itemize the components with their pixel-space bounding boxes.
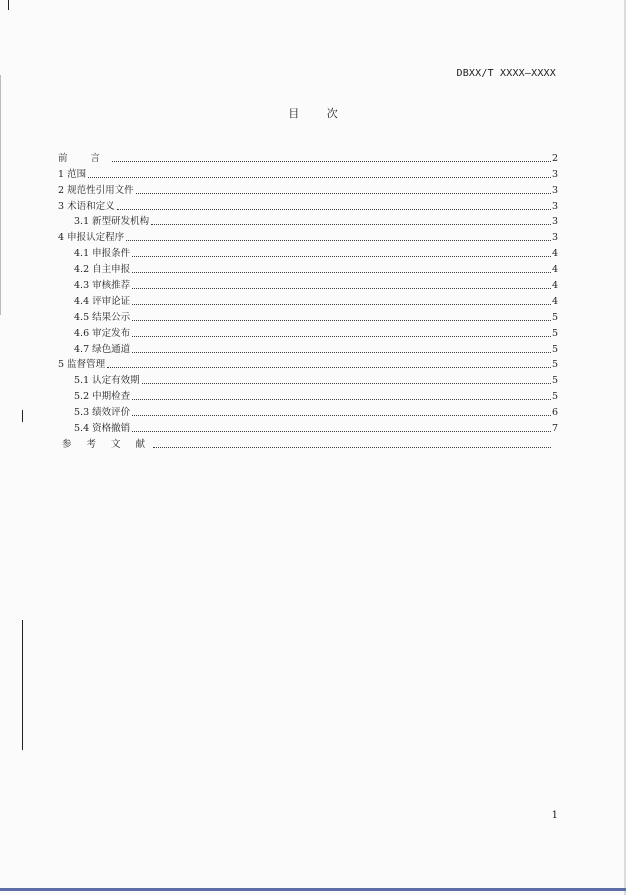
toc-entry-page: 4 bbox=[551, 280, 558, 292]
toc-entry[interactable] bbox=[58, 227, 558, 243]
toc-entry-label: 参 考 文 献 bbox=[62, 438, 152, 450]
toc-entry[interactable] bbox=[58, 180, 558, 196]
leader-dots bbox=[107, 366, 551, 368]
toc-entry[interactable] bbox=[58, 243, 558, 259]
leader-dots bbox=[132, 398, 551, 400]
toc-entry-label: 4.7 绿色通道 bbox=[74, 343, 131, 355]
toc-entry-label: 5 监督管理 bbox=[58, 359, 106, 371]
toc-entry-page: 3 bbox=[551, 232, 558, 244]
toc-entry-page: 4 bbox=[551, 295, 558, 307]
toc-entry-label: 4.4 评审论证 bbox=[74, 295, 131, 307]
toc-entry-label: 3 术语和定义 bbox=[58, 200, 115, 212]
leader-dots bbox=[132, 414, 551, 416]
toc-entry-page: 3 bbox=[551, 200, 558, 212]
toc-entry[interactable] bbox=[58, 386, 558, 402]
toc-entry-label: 5.2 中期检查 bbox=[74, 391, 131, 403]
leader-dots bbox=[151, 223, 551, 225]
toc-entry[interactable] bbox=[58, 323, 558, 339]
toc-entry[interactable] bbox=[58, 259, 558, 275]
leader-dots bbox=[132, 319, 551, 321]
toc-entry-page: 6 bbox=[551, 407, 558, 419]
toc-entry[interactable] bbox=[58, 291, 558, 307]
scan-artifact bbox=[22, 620, 23, 750]
toc-entry[interactable] bbox=[58, 402, 558, 418]
toc-entry[interactable] bbox=[58, 212, 558, 228]
leader-dots bbox=[136, 192, 551, 194]
toc-entry-page: 4 bbox=[551, 264, 558, 276]
toc-entry-label: 4 申报认定程序 bbox=[58, 232, 125, 244]
toc-entry-label: 4.6 审定发布 bbox=[74, 327, 131, 339]
toc-title: 目 次 bbox=[288, 107, 350, 120]
leader-dots bbox=[117, 208, 551, 210]
toc-entry-page: 7 bbox=[551, 423, 558, 435]
page-bottom-border bbox=[0, 888, 626, 891]
toc-entry-label: 3.1 新型研发机构 bbox=[74, 216, 150, 228]
toc-entry-label: 4.3 审核推荐 bbox=[74, 280, 131, 292]
toc-entry-label: 5.3 绩效评价 bbox=[74, 407, 131, 419]
toc-entry-page: 5 bbox=[551, 327, 558, 339]
leader-dots bbox=[132, 255, 551, 257]
leader-dots bbox=[142, 382, 551, 384]
toc-entry[interactable] bbox=[58, 275, 558, 291]
leader-dots bbox=[153, 446, 551, 448]
leader-dots bbox=[132, 271, 551, 273]
toc-entry-page: 3 bbox=[551, 168, 558, 180]
toc-entry[interactable] bbox=[58, 196, 558, 212]
toc-entry-page: 2 bbox=[551, 152, 558, 164]
toc-entry-label: 2 规范性引用文件 bbox=[58, 184, 134, 196]
toc-entry[interactable] bbox=[58, 418, 558, 434]
toc-entry-page: 5 bbox=[551, 343, 558, 355]
toc-entry-label: 4.5 结果公示 bbox=[74, 311, 131, 323]
leader-dots bbox=[126, 239, 551, 241]
leader-dots bbox=[88, 176, 551, 178]
leader-dots bbox=[132, 287, 551, 289]
toc-entry-page: 5 bbox=[551, 359, 558, 371]
toc-entry-page: 4 bbox=[551, 248, 558, 260]
table-of-contents bbox=[58, 148, 558, 450]
toc-entry-page: 5 bbox=[551, 391, 558, 403]
toc-entry-label: 前 言 bbox=[58, 152, 111, 164]
toc-entry-label: 1 范围 bbox=[58, 168, 87, 180]
toc-entry[interactable] bbox=[58, 307, 558, 323]
toc-entry-page: 3 bbox=[551, 216, 558, 228]
toc-entry-page: 5 bbox=[551, 375, 558, 387]
scan-artifact bbox=[8, 0, 9, 10]
page-number: 1 bbox=[551, 810, 558, 821]
standard-code: DBXX/T XXXX—XXXX bbox=[456, 68, 556, 79]
leader-dots bbox=[132, 303, 551, 305]
leader-dots bbox=[132, 351, 551, 353]
toc-entry-label: 4.1 申报条件 bbox=[74, 248, 131, 260]
toc-entry-label: 5.1 认定有效期 bbox=[74, 375, 140, 387]
scan-artifact bbox=[22, 410, 23, 422]
toc-entry[interactable] bbox=[58, 370, 558, 386]
leader-dots bbox=[132, 335, 551, 337]
toc-entry-label: 5.4 资格撤销 bbox=[74, 423, 131, 435]
toc-entry-page: 3 bbox=[551, 184, 558, 196]
leader-dots bbox=[132, 430, 551, 432]
toc-entry[interactable] bbox=[58, 434, 558, 450]
toc-entry[interactable] bbox=[58, 355, 558, 371]
toc-entry[interactable] bbox=[58, 339, 558, 355]
leader-dots bbox=[112, 160, 551, 162]
toc-entry[interactable] bbox=[58, 164, 558, 180]
toc-entry-page: 5 bbox=[551, 311, 558, 323]
toc-entry[interactable] bbox=[58, 148, 558, 164]
toc-entry-label: 4.2 自主申报 bbox=[74, 264, 131, 276]
